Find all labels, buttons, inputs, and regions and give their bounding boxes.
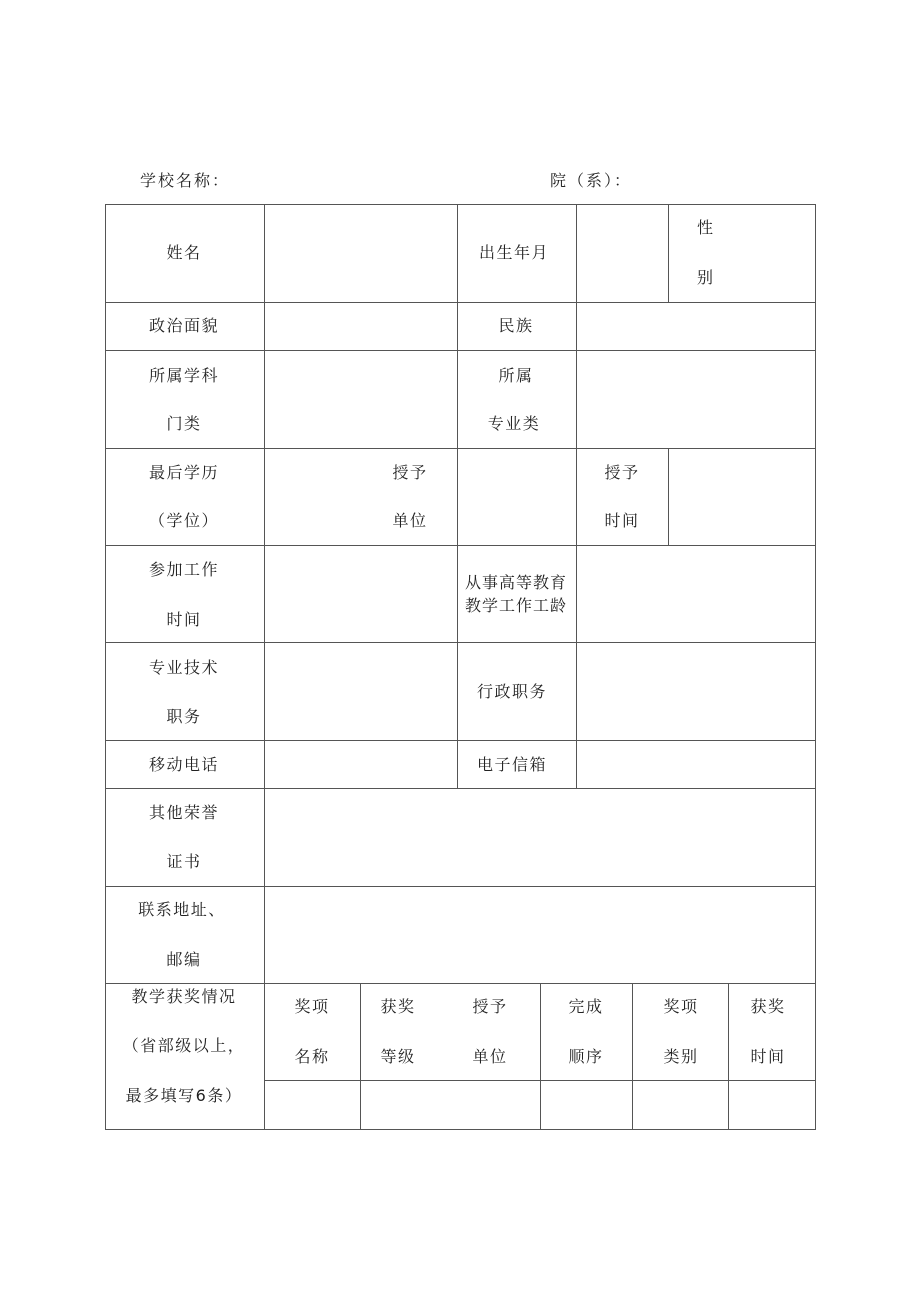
award-column-header: 获奖 [380, 997, 416, 1016]
ethnicity-label: 民族 [498, 316, 534, 335]
table-line [540, 983, 541, 1130]
table-line [264, 204, 265, 1130]
discipline-label-line1: 所属学科 [148, 366, 220, 385]
table-line [632, 983, 633, 1130]
awards-label-line1: 教学获奖情况 [131, 987, 237, 1006]
table-line [457, 448, 458, 545]
email-label: 电子信箱 [476, 755, 548, 774]
discipline-label-line2: 门类 [166, 414, 202, 433]
address-label-line2: 邮编 [166, 950, 202, 969]
award-column-header: 单位 [472, 1047, 508, 1066]
table-line [105, 886, 816, 887]
table-line [105, 545, 816, 546]
table-line [105, 350, 816, 351]
table-line [360, 983, 361, 1130]
political-status-label: 政治面貌 [148, 316, 220, 335]
grant-unit-label-line1: 授予 [392, 463, 428, 482]
teaching-years-label-line2: 教学工作工龄 [464, 596, 568, 615]
award-column-header: 完成 [568, 997, 604, 1016]
award-column-header: 名称 [294, 1047, 330, 1066]
award-column-header: 时间 [750, 1047, 786, 1066]
major-label-line1: 所属 [498, 366, 534, 385]
work-start-label-line2: 时间 [166, 610, 202, 629]
work-start-label-line1: 参加工作 [148, 560, 220, 579]
honors-label-line2: 证书 [166, 852, 202, 871]
table-line [105, 983, 816, 984]
honors-label-line1: 其他荣誉 [148, 803, 220, 822]
table-line [105, 204, 106, 1130]
table-line [668, 204, 669, 302]
table-line [457, 204, 458, 448]
address-label-line1: 联系地址、 [138, 900, 226, 919]
grant-unit-label-line2: 单位 [392, 511, 428, 530]
professional-title-label-line1: 专业技术 [148, 658, 220, 677]
admin-post-label: 行政职务 [476, 682, 548, 701]
degree-label-line2: （学位） [148, 511, 220, 530]
table-line [105, 302, 816, 303]
table-line [576, 545, 577, 788]
school-name-label: 学校名称： [140, 171, 231, 190]
awards-label-line3: 最多填写6条） [125, 1086, 243, 1105]
award-column-header: 类别 [663, 1047, 699, 1066]
table-line [815, 204, 816, 1130]
grant-time-label-line2: 时间 [604, 511, 640, 530]
table-line [105, 204, 816, 205]
table-line [105, 740, 816, 741]
award-column-header: 奖项 [663, 997, 699, 1016]
gender-label-line1: 性 [697, 218, 715, 237]
major-label-line2: 专业类 [487, 414, 541, 433]
table-line [457, 545, 458, 788]
table-line [728, 983, 729, 1130]
table-line [105, 448, 816, 449]
teaching-years-label-line1: 从事高等教育 [464, 573, 568, 592]
degree-label-line1: 最后学历 [148, 463, 220, 482]
award-column-header: 等级 [380, 1047, 416, 1066]
professional-title-label-line2: 职务 [166, 707, 202, 726]
awards-label-line2: （省部级以上， [122, 1036, 246, 1055]
table-line [105, 642, 816, 643]
award-column-header: 奖项 [294, 997, 330, 1016]
table-line [105, 1129, 816, 1130]
table-line [576, 204, 577, 448]
table-line [105, 788, 816, 789]
name-label: 姓名 [166, 243, 202, 262]
table-line [576, 448, 577, 545]
grant-time-label-line1: 授予 [604, 463, 640, 482]
department-label: 院（系）： [550, 171, 633, 190]
mobile-label: 移动电话 [148, 755, 220, 774]
award-column-header: 获奖 [750, 997, 786, 1016]
award-column-header: 顺序 [568, 1047, 604, 1066]
table-line [668, 448, 669, 545]
gender-label-line2: 别 [697, 268, 715, 287]
birth-date-label: 出生年月 [478, 243, 550, 262]
award-column-header: 授予 [472, 997, 508, 1016]
